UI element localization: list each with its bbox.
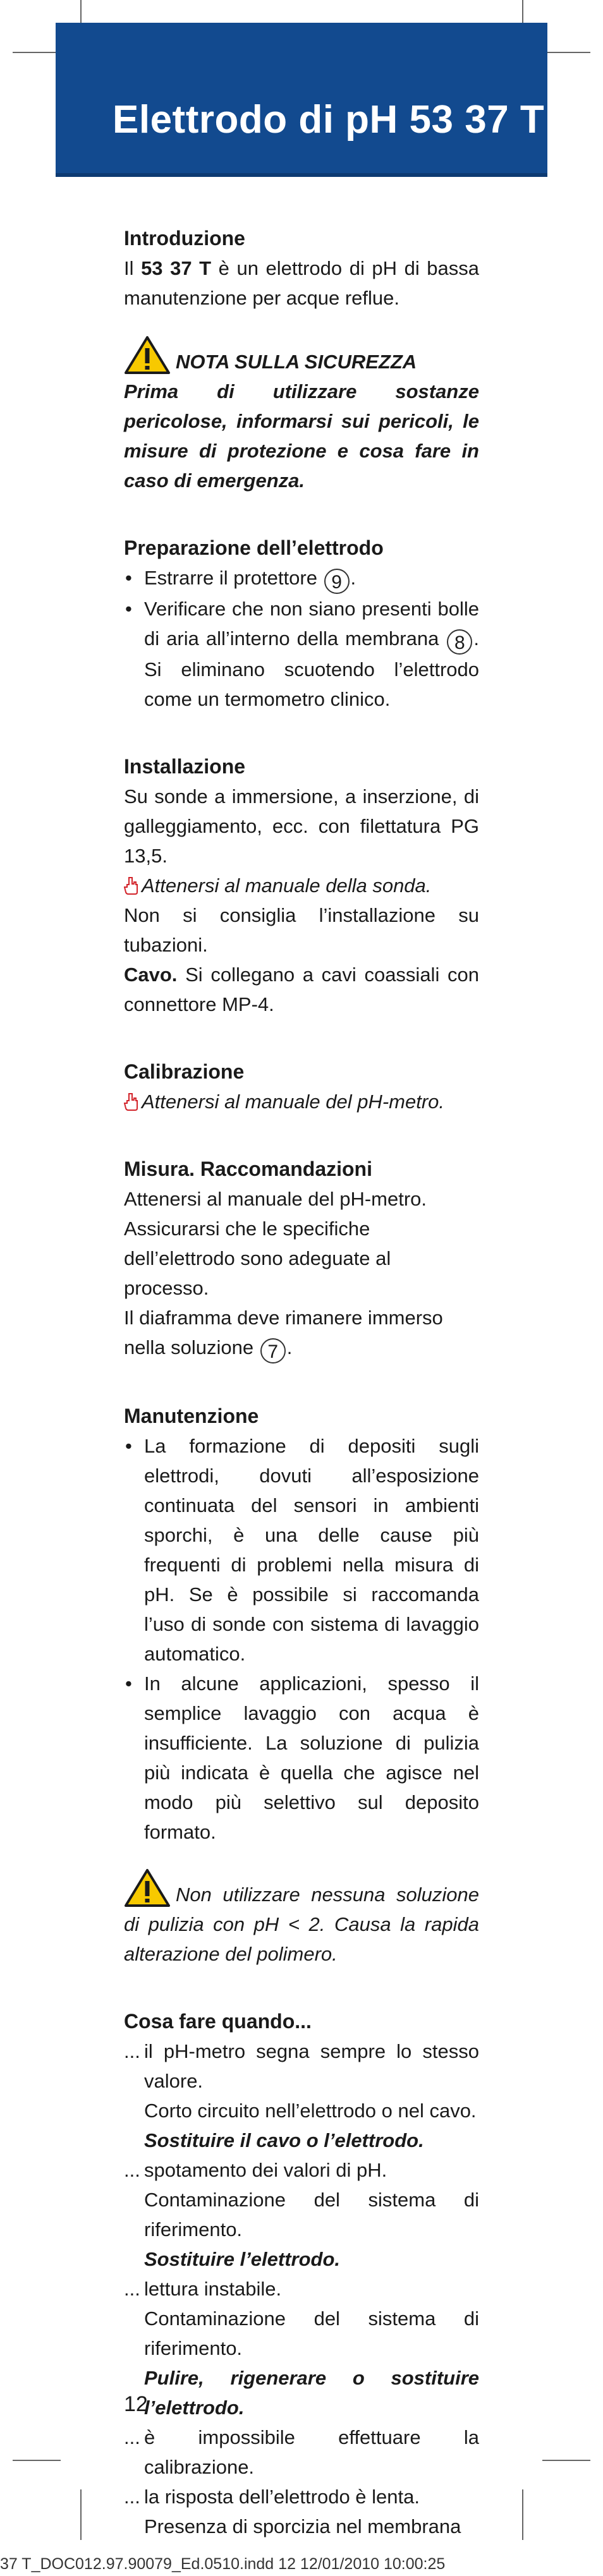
section-troubleshooting	[124, 2007, 479, 2541]
maintenance-warning	[124, 1868, 479, 1969]
pointing-hand-icon	[124, 1092, 139, 1111]
list-item: • In alcune applicazioni, spesso il semplice lavaggio con acqua è insufficiente. La soluzione di pulizia più indicata è quella che agisce nel modo più selettivo sul deposito formato.	[124, 1669, 479, 1847]
troubleshoot-action: Pulire, rigenerare o sostituire l’elettrodo.	[144, 2367, 479, 2419]
title-banner	[56, 23, 547, 177]
installation-note	[124, 871, 479, 900]
warning-triangle-icon	[124, 1868, 171, 1908]
troubleshoot-cause: Contaminazione del sistema di riferimento.	[144, 2307, 479, 2359]
ellipsis: ...	[124, 2486, 140, 2508]
measurement-line	[124, 1303, 479, 1364]
reference-number: 8	[447, 629, 472, 655]
print-slug: 37 T_DOC012.97.90079_Ed.0510.indd 12 12/01/2010 10:00:25	[0, 2555, 446, 2573]
installation-text: Su sonde a immersione, a inserzione, di galleggiamento, ecc. con filettatura PG 13,5.	[124, 785, 479, 867]
section-heading: Introduzione	[124, 227, 245, 250]
section-safety	[124, 336, 479, 495]
list-item	[124, 563, 479, 594]
section-heading: Preparazione dell’elettrodo	[124, 536, 384, 559]
troubleshoot-condition	[124, 2155, 479, 2185]
item-end: .	[350, 567, 356, 589]
cable-label: Cavo.	[124, 964, 178, 986]
intro-prefix: Il	[124, 257, 142, 279]
item-text: Estrarre il protettore	[144, 567, 323, 589]
troubleshoot-condition	[124, 2274, 479, 2304]
crop-mark	[13, 2460, 61, 2461]
condition-text: è impossibile effettuare la calibrazione.	[144, 2426, 479, 2478]
condition-text: il pH-metro segna sempre lo stesso valore.	[144, 2040, 479, 2092]
section-heading: Manutenzione	[124, 1405, 259, 1427]
crop-mark	[522, 2489, 523, 2540]
note-text: Attenersi al manuale della sonda.	[142, 874, 432, 897]
ellipsis: ...	[124, 2159, 140, 2181]
section-introduction	[124, 224, 479, 313]
section-heading: Cosa fare quando...	[124, 2010, 312, 2033]
section-heading: Installazione	[124, 755, 246, 778]
line-end: .	[286, 1336, 293, 1358]
measurement-line: Attenersi al manuale del pH-metro.	[124, 1188, 427, 1210]
crop-mark	[80, 2489, 82, 2540]
crop-mark	[542, 52, 590, 53]
troubleshoot-condition	[124, 2482, 479, 2512]
section-calibration	[124, 1057, 479, 1116]
item-end: . Si eliminano scuotendo l’elettrodo come un termometro clinico.	[144, 627, 479, 710]
reference-number: 9	[324, 569, 350, 594]
measurement-line: Assicurarsi che le specifiche dell’elettrodo sono adeguate al processo.	[124, 1218, 391, 1299]
page-title: Elettrodo di pH 53 37 T	[113, 98, 545, 142]
installation-text2: Non si consiglia l’installazione su tubazioni.	[124, 904, 479, 956]
safety-note	[124, 336, 479, 495]
item-text: Verificare che non siano presenti bolle di aria all’interno della membrana	[144, 598, 479, 650]
troubleshoot-cause: Presenza di sporcizia nel membrana	[144, 2515, 461, 2537]
crop-mark	[13, 52, 61, 53]
warning-triangle-icon	[124, 336, 171, 375]
intro-suffix: è un elettrodo di pH di bassa manutenzione per acque reflue.	[124, 257, 479, 309]
line-text: Il diaframma deve rimanere immerso nella soluzione	[124, 1307, 443, 1358]
safety-title: NOTA SULLA SICUREZZA	[176, 351, 417, 373]
pointing-hand-icon	[124, 876, 139, 895]
troubleshoot-cause: Contaminazione del sistema di riferimento.	[144, 2189, 479, 2240]
section-preparation	[124, 533, 479, 714]
document-body	[124, 224, 479, 2541]
safety-text: Prima di utilizzare sostanze pericolose, informarsi sui pericoli, le misure di protezione e cosa fare in caso di emergenza.	[124, 380, 479, 492]
reference-number: 7	[260, 1338, 286, 1364]
ellipsis: ...	[124, 2278, 140, 2300]
intro-text	[124, 253, 479, 313]
model-number: 53 37 T	[141, 257, 212, 279]
note-text: Attenersi al manuale del pH-metro.	[142, 1091, 445, 1113]
section-measurement	[124, 1154, 479, 1364]
section-maintenance	[124, 1401, 479, 1969]
troubleshoot-action: Sostituire il cavo o l’elettrodo.	[144, 2129, 424, 2151]
section-heading: Calibrazione	[124, 1060, 245, 1083]
troubleshoot-condition	[124, 2422, 479, 2482]
crop-mark	[542, 2460, 590, 2461]
condition-text: la risposta dell’elettrodo è lenta.	[144, 2486, 420, 2508]
list-item	[124, 594, 479, 714]
warning-text: Non utilizzare nessuna soluzione di pulizia con pH < 2. Causa la rapida alterazione del polimero.	[124, 1884, 479, 1965]
cable-text	[124, 960, 479, 1019]
condition-text: lettura instabile.	[144, 2278, 282, 2300]
page-number: 12	[124, 2392, 148, 2416]
section-installation	[124, 752, 479, 1019]
ellipsis: ...	[124, 2040, 140, 2062]
list-item: • La formazione di depositi sugli elettrodi, dovuti all’esposizione continuata del sensori in ambienti sporchi, è una delle cause più frequenti di problemi nella misura di pH. Se è possibile si raccomanda l’uso di sonde con sistema di lavaggio automatico.	[124, 1431, 479, 1669]
troubleshoot-condition	[124, 2036, 479, 2096]
cable-description: Si collegano a cavi coassiali con connettore MP-4.	[124, 964, 479, 1015]
section-heading: Misura. Raccomandazioni	[124, 1158, 372, 1180]
ellipsis: ...	[124, 2426, 140, 2448]
condition-text: spotamento dei valori di pH.	[144, 2159, 387, 2181]
troubleshoot-cause: Corto circuito nell’elettrodo o nel cavo.	[144, 2100, 477, 2122]
troubleshoot-action: Sostituire l’elettrodo.	[144, 2248, 341, 2270]
calibration-note	[124, 1087, 479, 1116]
